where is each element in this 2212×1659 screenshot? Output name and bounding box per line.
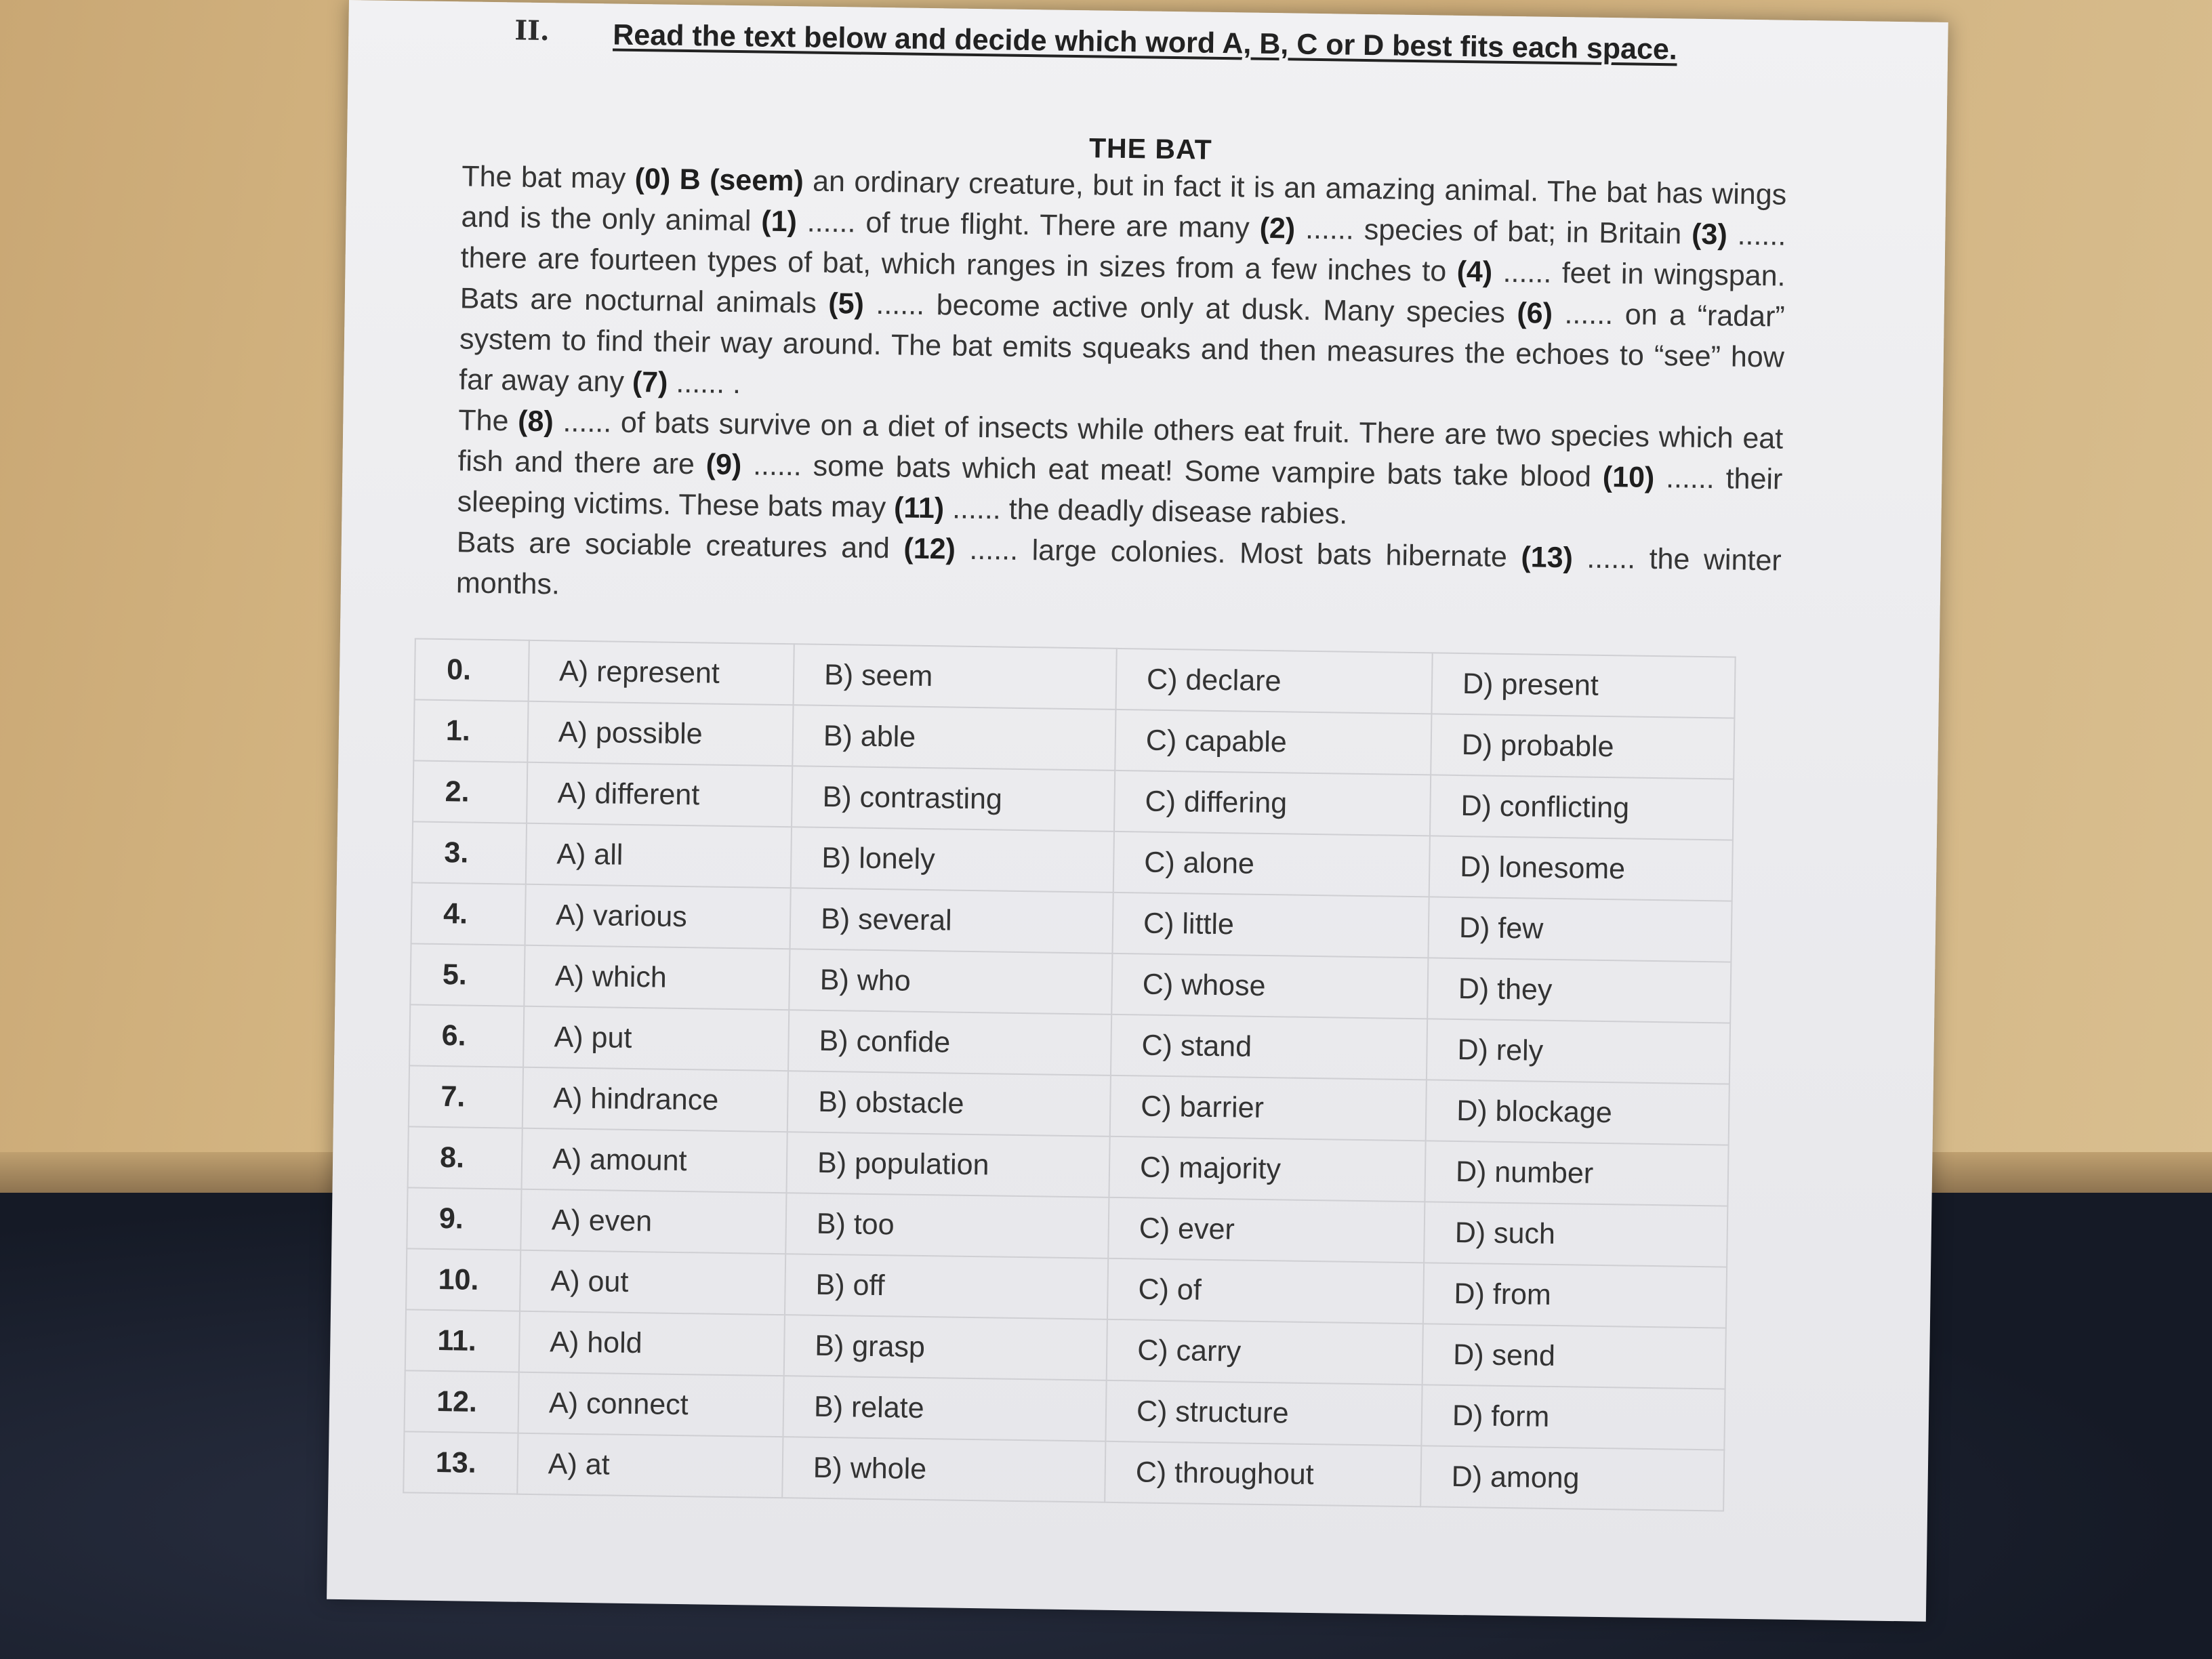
option-c: C) alone [1113, 832, 1430, 897]
question-number: 1. [413, 699, 528, 762]
option-a: A) represent [529, 640, 794, 705]
passage-paragraph-2 [457, 400, 1783, 540]
option-d: D) blockage [1426, 1080, 1729, 1145]
option-d: D) probable [1431, 714, 1734, 779]
exercise-number: II. [514, 14, 550, 47]
worksheet-page [327, 0, 1948, 1622]
question-number: 3. [412, 821, 527, 884]
option-c: C) little [1112, 893, 1429, 958]
option-c: C) declare [1115, 649, 1432, 714]
option-d: D) lonesome [1429, 836, 1733, 901]
question-number: 10. [406, 1248, 520, 1311]
option-c: C) stand [1111, 1015, 1427, 1080]
exercise-instruction: Read the text below and decide which word A, B, C or D best fits each space. [612, 18, 1678, 66]
option-a: A) connect [518, 1372, 783, 1437]
option-a: A) even [520, 1189, 786, 1254]
option-a: A) put [523, 1006, 789, 1071]
option-a: A) out [520, 1250, 785, 1315]
option-d: D) they [1427, 958, 1731, 1023]
passage-run: ...... there are fourteen types of bat, which ranges in sizes from a few inches to [460, 218, 1786, 288]
option-a: A) amount [522, 1128, 787, 1193]
blank-number: (6) [1517, 297, 1553, 330]
question-number: 9. [407, 1187, 521, 1250]
option-c: C) structure [1105, 1380, 1422, 1446]
blank-number: (5) [828, 287, 865, 321]
option-a: A) at [517, 1433, 783, 1498]
question-number: 13. [403, 1431, 518, 1494]
option-b: B) relate [783, 1376, 1106, 1441]
option-d: D) form [1421, 1385, 1725, 1450]
passage-run: ...... . [668, 366, 741, 401]
passage-title: THE BAT [1088, 132, 1212, 165]
option-d: D) from [1423, 1263, 1727, 1328]
option-c: C) throughout [1105, 1441, 1421, 1507]
passage-run: ...... on a “radar” system to find their way around. The bat emits squeaks and then measures the echoes to “see” how far away any [458, 297, 1786, 398]
blank-number: (2) [1259, 211, 1296, 245]
passage-text [456, 156, 1787, 621]
option-b: B) lonely [791, 827, 1114, 893]
option-b: B) whole [782, 1437, 1105, 1502]
passage-run: ...... become active only at dusk. Many species [863, 287, 1517, 330]
passage-paragraph-1 [459, 156, 1787, 418]
option-b: B) contrasting [792, 766, 1115, 832]
option-d: D) such [1424, 1202, 1727, 1267]
option-c: C) of [1107, 1258, 1424, 1324]
question-number: 8. [408, 1126, 523, 1189]
question-number: 11. [405, 1309, 520, 1372]
option-d: D) among [1420, 1446, 1724, 1511]
blank-number: (9) [705, 448, 742, 482]
question-number: 12. [405, 1370, 519, 1433]
blank-number: (12) [903, 532, 956, 566]
option-b: B) seem [794, 644, 1117, 710]
passage-run: ...... the winter months. [455, 541, 1782, 601]
blank-number: (7) [632, 365, 668, 399]
option-c: C) majority [1109, 1136, 1425, 1202]
option-c: C) ever [1108, 1197, 1425, 1263]
option-d: D) rely [1427, 1019, 1730, 1084]
option-d: D) few [1428, 897, 1732, 962]
blank-number: (8) [517, 405, 554, 438]
passage-run: ...... large colonies. Most bats hibernate [955, 533, 1521, 574]
blank-number: (3) [1691, 218, 1728, 251]
passage-run: ...... their sleeping victims. These bats may [457, 461, 1783, 525]
blank-number: (0) B (seem) [634, 162, 804, 198]
passage-run: The bat may [462, 160, 636, 195]
question-number: 0. [415, 638, 529, 701]
option-a: A) possible [527, 701, 793, 766]
option-b: B) too [785, 1193, 1109, 1258]
option-b: B) who [789, 949, 1112, 1015]
blank-number: (10) [1602, 460, 1655, 494]
option-c: C) whose [1111, 954, 1428, 1019]
option-d: D) present [1431, 653, 1735, 718]
option-a: A) different [527, 762, 792, 827]
blank-number: (1) [761, 205, 798, 239]
option-a: A) all [526, 823, 792, 888]
option-c: C) capable [1115, 710, 1431, 775]
question-number: 5. [410, 943, 525, 1006]
blank-number: (13) [1521, 541, 1574, 575]
passage-run: ...... some bats which eat meat! Some vampire bats take blood [741, 449, 1603, 493]
option-b: B) confide [788, 1010, 1111, 1076]
option-b: B) several [790, 888, 1113, 954]
option-c: C) carry [1107, 1319, 1423, 1385]
option-c: C) differing [1114, 771, 1431, 836]
passage-run: ...... of true flight. There are many [796, 205, 1260, 245]
option-b: B) grasp [784, 1315, 1107, 1380]
passage-run: ...... feet in wingspan. Bats are nocturnal animals [459, 255, 1786, 320]
blank-number: (4) [1456, 255, 1493, 289]
passage-run: an ordinary creature, but in fact it is an amazing animal. The bat has wings and is the only animal [461, 165, 1787, 238]
question-number: 7. [409, 1065, 523, 1128]
option-b: B) off [785, 1254, 1108, 1319]
passage-run: ...... species of bat; in Britain [1294, 212, 1692, 251]
option-d: D) number [1425, 1141, 1728, 1206]
option-a: A) which [524, 945, 790, 1010]
question-number: 4. [411, 882, 526, 945]
blank-number: (11) [893, 491, 945, 525]
option-c: C) barrier [1110, 1076, 1427, 1141]
option-a: A) hindrance [523, 1067, 788, 1132]
question-number: 6. [409, 1004, 524, 1067]
option-b: B) obstacle [787, 1071, 1111, 1136]
passage-run: ...... the deadly disease rabies. [943, 492, 1348, 531]
option-a: A) hold [519, 1311, 785, 1376]
passage-run: ...... of bats survive on a diet of insects while others eat fruit. There are two species which eat fish and there are [457, 405, 1784, 481]
option-a: A) various [525, 884, 791, 949]
option-d: D) conflicting [1430, 775, 1734, 840]
question-number: 2. [413, 760, 527, 823]
passage-run: The [458, 404, 518, 438]
option-b: B) population [786, 1132, 1109, 1197]
passage-run: Bats are sociable creatures and [456, 526, 904, 565]
options-table [403, 638, 1736, 1511]
option-b: B) able [792, 705, 1115, 771]
option-d: D) send [1422, 1324, 1726, 1389]
